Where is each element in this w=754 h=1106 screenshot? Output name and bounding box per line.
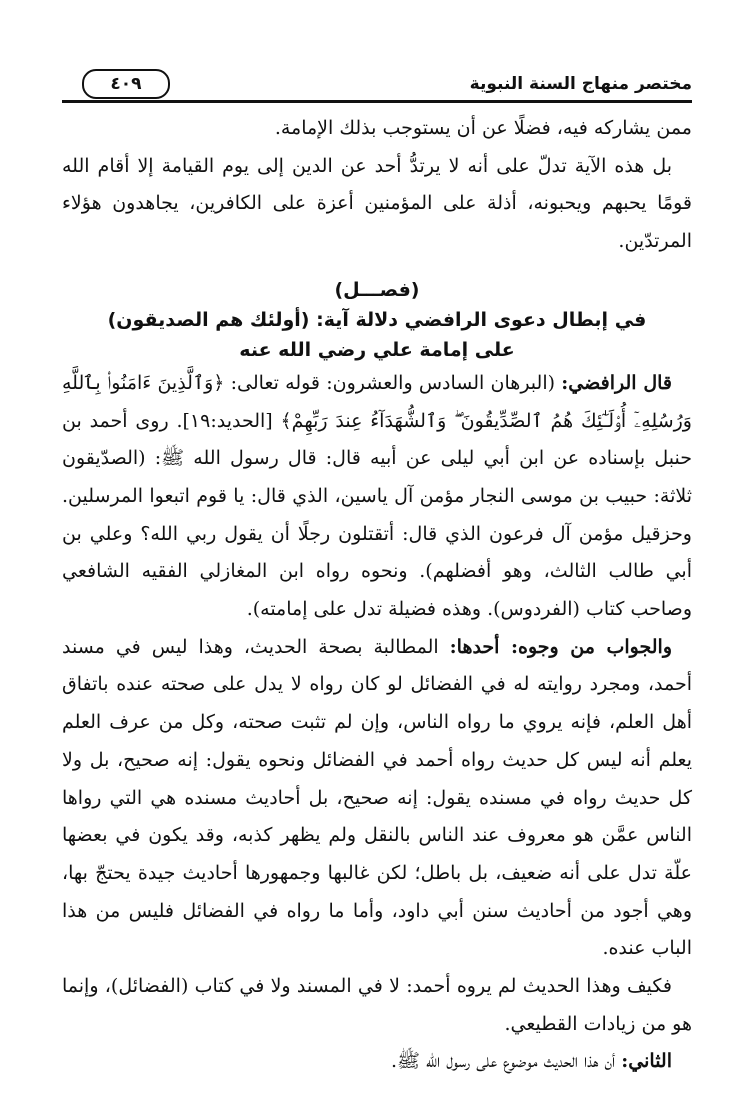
page-header [62,66,692,100]
paragraph-response-first [62,629,692,968]
page-body [62,110,692,1081]
paragraph-verse-commentary: بل هذه الآية تدلّ على أنه لا يرتدُّ أحد عن الدين إلى يوم القيامة إلا أقام الله قومًا يحبهم ويحبونه، أذلة على المؤمنين أعزة على الكافرين، يجاهدون هؤلاء المرتدّين. [62,154,692,253]
page-number-badge: ٤٠٩ [82,69,170,99]
section-heading-subtitle: على إمامة علي رضي الله عنه [239,338,515,361]
running-title: مختصر منهاج السنة النبوية [469,74,692,94]
section-heading-title: في إبطال دعوى الرافضي دلالة آية: (أولئك هم الصديقون) [107,308,647,331]
header-rule [62,100,692,103]
paragraph-rafidi-claim [62,365,692,629]
paragraph-response-qutayi: فكيف وهذا الحديث لم يروه أحمد: لا في المسند ولا في كتاب (الفضائل)، وإنما هو من زيادات القطيعي. [62,975,692,1035]
paragraph-response-second [62,1043,692,1081]
response-text: المطالبة بصحة الحديث، وهذا ليس في مسند أحمد، ومجرد روايته له في الفضائل لو كان رواه لا يدل على صحته عنده باتفاق أهل العلم، فإنه يروي ما رواه الناس، وإن لم تثبت صحته، وكل من عرف العلم يعلم أنه ليس كل حديث رواه أحمد في الفضائل ونحوه يقول: إنه صحيح، بل ولا كل حديث رواه في مسنده يقول: إنه صحيح، بل أحاديث مسنده هي التي رواها الناس عمَّن هو معروف عند الناس بالنقل ولم يظهر كذبه، وقد يكون في بعضها علّة تدل على أنه ضعيف، بل باطل؛ لكن غالبها وجمهورها أحاديث جيدة يحتجّ بها، وهي أجود من أحاديث سنن أبي داود، وأما ما رواه في الفضائل فليس من هذا الباب عنده. [62,635,692,960]
paragraph-continuation: ممن يشاركه فيه، فضلًا عن أن يستوجب بذلك الإمامة. [274,117,692,139]
second-text: أن هذا الحديث موضوع على رسول الله ﷺ. [390,1050,616,1073]
section-heading-fasl: (فصـــل) [334,278,420,301]
claim-text: (البرهان السادس والعشرون: قوله تعالى: ﴿وَٱلَّذِينَ ءَامَنُوا۟ بِٱللَّهِ وَرُسُلِهِۦٓ أُو۟لَـٰٓئِكَ هُمُ ٱلصِّدِّيقُونَ ۖ وَٱلشُّهَدَآءُ عِندَ رَبِّهِمْ﴾ [الحديد:١٩]. روى أحمد بن حنبل بإسناده عن ابن أبي ليلى عن أبيه قال: قال رسول الله ﷺ: (الصدّيقون ثلاثة: حبيب بن موسى النجار مؤمن آل ياسين، الذي قال: يا قوم اتبعوا المرسلين. وحزقيل مؤمن آل فرعون الذي قال: أتقتلون رجلًا أن يقول ربي الله؟ وعلي بن أبي طالب الثالث، وهو أفضلهم). ونحوه رواه ابن المغازلي الفقيه الشافعي وصاحب كتاب (الفردوس). وهذه فضيلة تدل على إمامته). [62,371,692,621]
response-label: والجواب من وجوه: أحدها: [449,635,672,658]
second-label: الثاني: [621,1050,672,1073]
claim-label: قال الرافضي: [561,371,673,394]
